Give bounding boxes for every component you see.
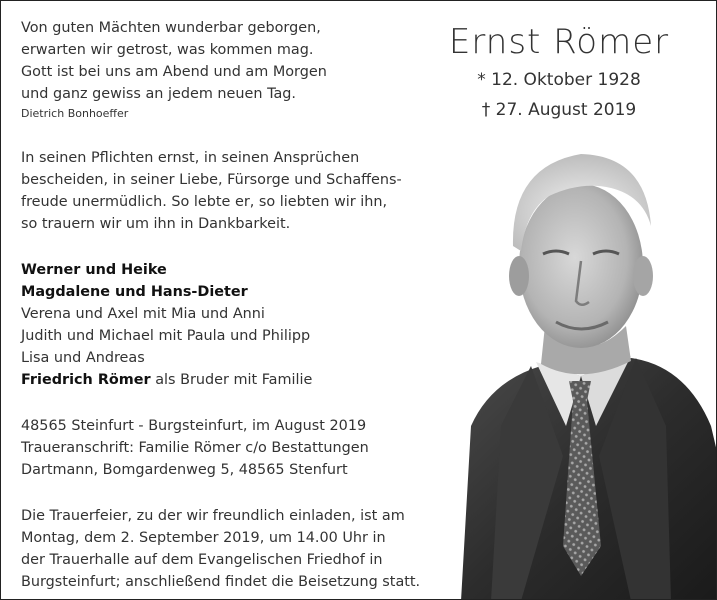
deceased-header (434, 19, 684, 125)
mourner-name: Lisa und Andreas (21, 350, 145, 366)
tribute-line: so trauern wir um ihn in Dankbarkeit. (21, 216, 291, 232)
address-line: 48565 Steinfurt - Burgsteinfurt, im August 2019 (21, 418, 367, 434)
mourners-list (21, 259, 421, 391)
funeral-line: Die Trauerfeier, zu der wir freundlich einladen, ist am (21, 508, 405, 524)
mourner-name: Werner und Heike (21, 262, 167, 278)
tribute (21, 147, 421, 235)
tribute-line: freude unermüdlich. So lebte er, so liebten wir ihn, (21, 194, 388, 210)
funeral-info (21, 505, 421, 593)
birth-date: * 12. Oktober 1928 (477, 70, 641, 90)
poem-line: Von guten Mächten wunderbar geborgen, (21, 20, 321, 36)
mourner-sibling (21, 369, 421, 391)
sibling-note: als Bruder mit Familie (150, 372, 313, 388)
text-column (21, 17, 421, 593)
mourner-name: Magdalene und Hans-Dieter (21, 284, 248, 300)
sibling-name: Friedrich Römer (21, 372, 151, 388)
poem (21, 17, 421, 123)
funeral-line: Montag, dem 2. September 2019, um 14.00 Uhr in (21, 530, 386, 546)
poem-line: und ganz gewiss an jedem neuen Tag. (21, 86, 297, 102)
mourner-name: Judith und Michael mit Paula und Philipp (21, 328, 311, 344)
address-line: Traueranschrift: Familie Römer c/o Bestattungen (21, 440, 369, 456)
tribute-line: In seinen Pflichten ernst, in seinen Ansprüchen (21, 150, 360, 166)
funeral-line: Burgsteinfurt; anschließend findet die Beisetzung statt. (21, 574, 421, 590)
mourner-name: Verena und Axel mit Mia und Anni (21, 306, 265, 322)
address-block (21, 415, 421, 481)
portrait-photo (431, 126, 717, 600)
address-line: Dartmann, Bomgardenweg 5, 48565 Stenfurt (21, 462, 348, 478)
death-date: † 27. August 2019 (481, 100, 637, 120)
poem-line: Gott ist bei uns am Abend und am Morgen (21, 64, 327, 80)
tribute-line: bescheiden, in seiner Liebe, Fürsorge und Schaffens- (21, 172, 402, 188)
funeral-line: der Trauerhalle auf dem Evangelischen Friedhof in (21, 552, 383, 568)
poem-author: Dietrich Bonhoeffer (21, 107, 129, 120)
deceased-name: Ernst Römer (448, 22, 670, 62)
poem-line: erwarten wir getrost, was kommen mag. (21, 42, 314, 58)
